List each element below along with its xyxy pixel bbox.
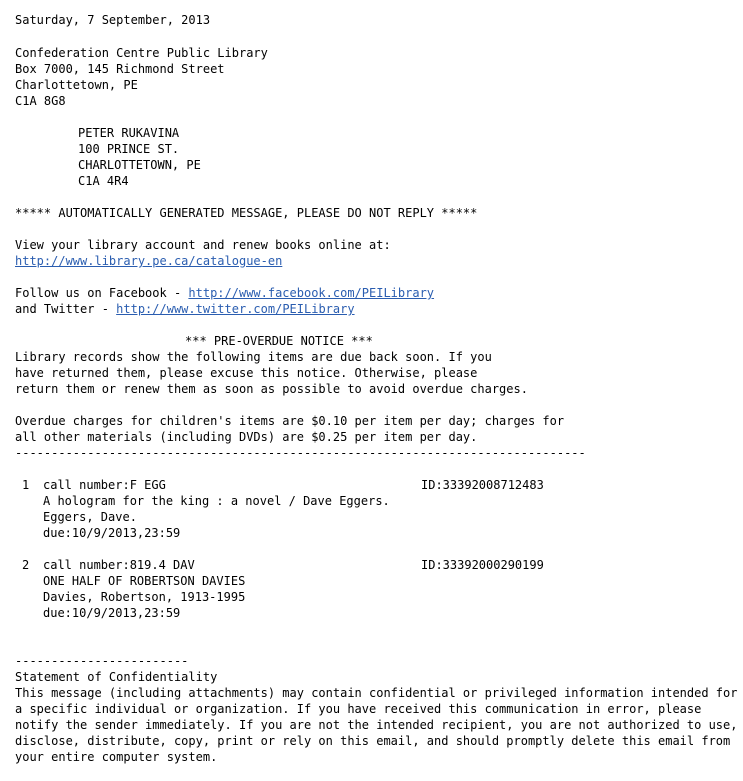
confidentiality-divider: ------------------------ — [15, 654, 189, 668]
twitter-prefix: and Twitter - — [15, 302, 117, 316]
notice-line: return them or renew them as soon as possible to avoid overdue charges. — [15, 382, 528, 396]
sender-city: Charlottetown, PE — [15, 78, 138, 92]
item-call-number: call number:F EGG — [43, 478, 166, 492]
recipient-name: PETER RUKAVINA — [78, 126, 180, 140]
confidentiality-line: This message (including attachments) may contain confidential or privileged information intended for — [15, 686, 738, 700]
notice-divider: ------------------------------------------------------------------------------- — [15, 446, 586, 460]
confidentiality-heading: Statement of Confidentiality — [15, 670, 218, 684]
charges-line: all other materials (including DVDs) are $0.25 per item per day. — [15, 430, 478, 444]
notice-heading: *** PRE-OVERDUE NOTICE *** — [185, 334, 373, 348]
confidentiality-line: your entire computer system. — [15, 750, 218, 764]
auto-message-notice: ***** AUTOMATICALLY GENERATED MESSAGE, PLEASE DO NOT REPLY ***** — [15, 206, 478, 220]
item-title: A hologram for the king : a novel / Dave Eggers. — [43, 494, 390, 508]
item-number: 2 — [22, 558, 30, 572]
item-id: ID:33392008712483 — [421, 478, 544, 492]
item-number: 1 — [22, 478, 30, 492]
facebook-prefix: Follow us on Facebook - — [15, 286, 189, 300]
date-line: Saturday, 7 September, 2013 — [15, 13, 211, 27]
twitter-link[interactable]: http://www.twitter.com/PEILibrary — [116, 302, 355, 316]
item-title: ONE HALF OF ROBERTSON DAVIES — [43, 574, 246, 588]
recipient-postal: C1A 4R4 — [78, 174, 129, 188]
item-call-number: call number:819.4 DAV — [43, 558, 195, 572]
item-due: due:10/9/2013,23:59 — [43, 606, 181, 620]
confidentiality-line: a specific individual or organization. If you have received this communication in error, please — [15, 702, 702, 716]
sender-name: Confederation Centre Public Library — [15, 46, 268, 60]
facebook-link[interactable]: http://www.facebook.com/PEILibrary — [188, 286, 435, 300]
item-author: Eggers, Dave. — [43, 510, 137, 524]
notice-line: have returned them, please excuse this notice. Otherwise, please — [15, 366, 478, 380]
recipient-address: 100 PRINCE ST. — [78, 142, 180, 156]
catalogue-text: View your library account and renew books online at: — [15, 238, 391, 252]
confidentiality-line: disclose, distribute, copy, print or rely on this email, and should promptly delete this email from — [15, 734, 731, 748]
item-due: due:10/9/2013,23:59 — [43, 526, 181, 540]
recipient-city: CHARLOTTETOWN, PE — [78, 158, 201, 172]
sender-postal: C1A 8G8 — [15, 94, 66, 108]
confidentiality-line: notify the sender immediately. If you are not the intended recipient, you are not authorized to use, — [15, 718, 738, 732]
charges-line: Overdue charges for children's items are $0.10 per item per day; charges for — [15, 414, 565, 428]
sender-address: Box 7000, 145 Richmond Street — [15, 62, 225, 76]
item-author: Davies, Robertson, 1913-1995 — [43, 590, 246, 604]
catalogue-link[interactable]: http://www.library.pe.ca/catalogue-en — [15, 254, 283, 268]
item-id: ID:33392000290199 — [421, 558, 544, 572]
notice-line: Library records show the following items are due back soon. If you — [15, 350, 492, 364]
